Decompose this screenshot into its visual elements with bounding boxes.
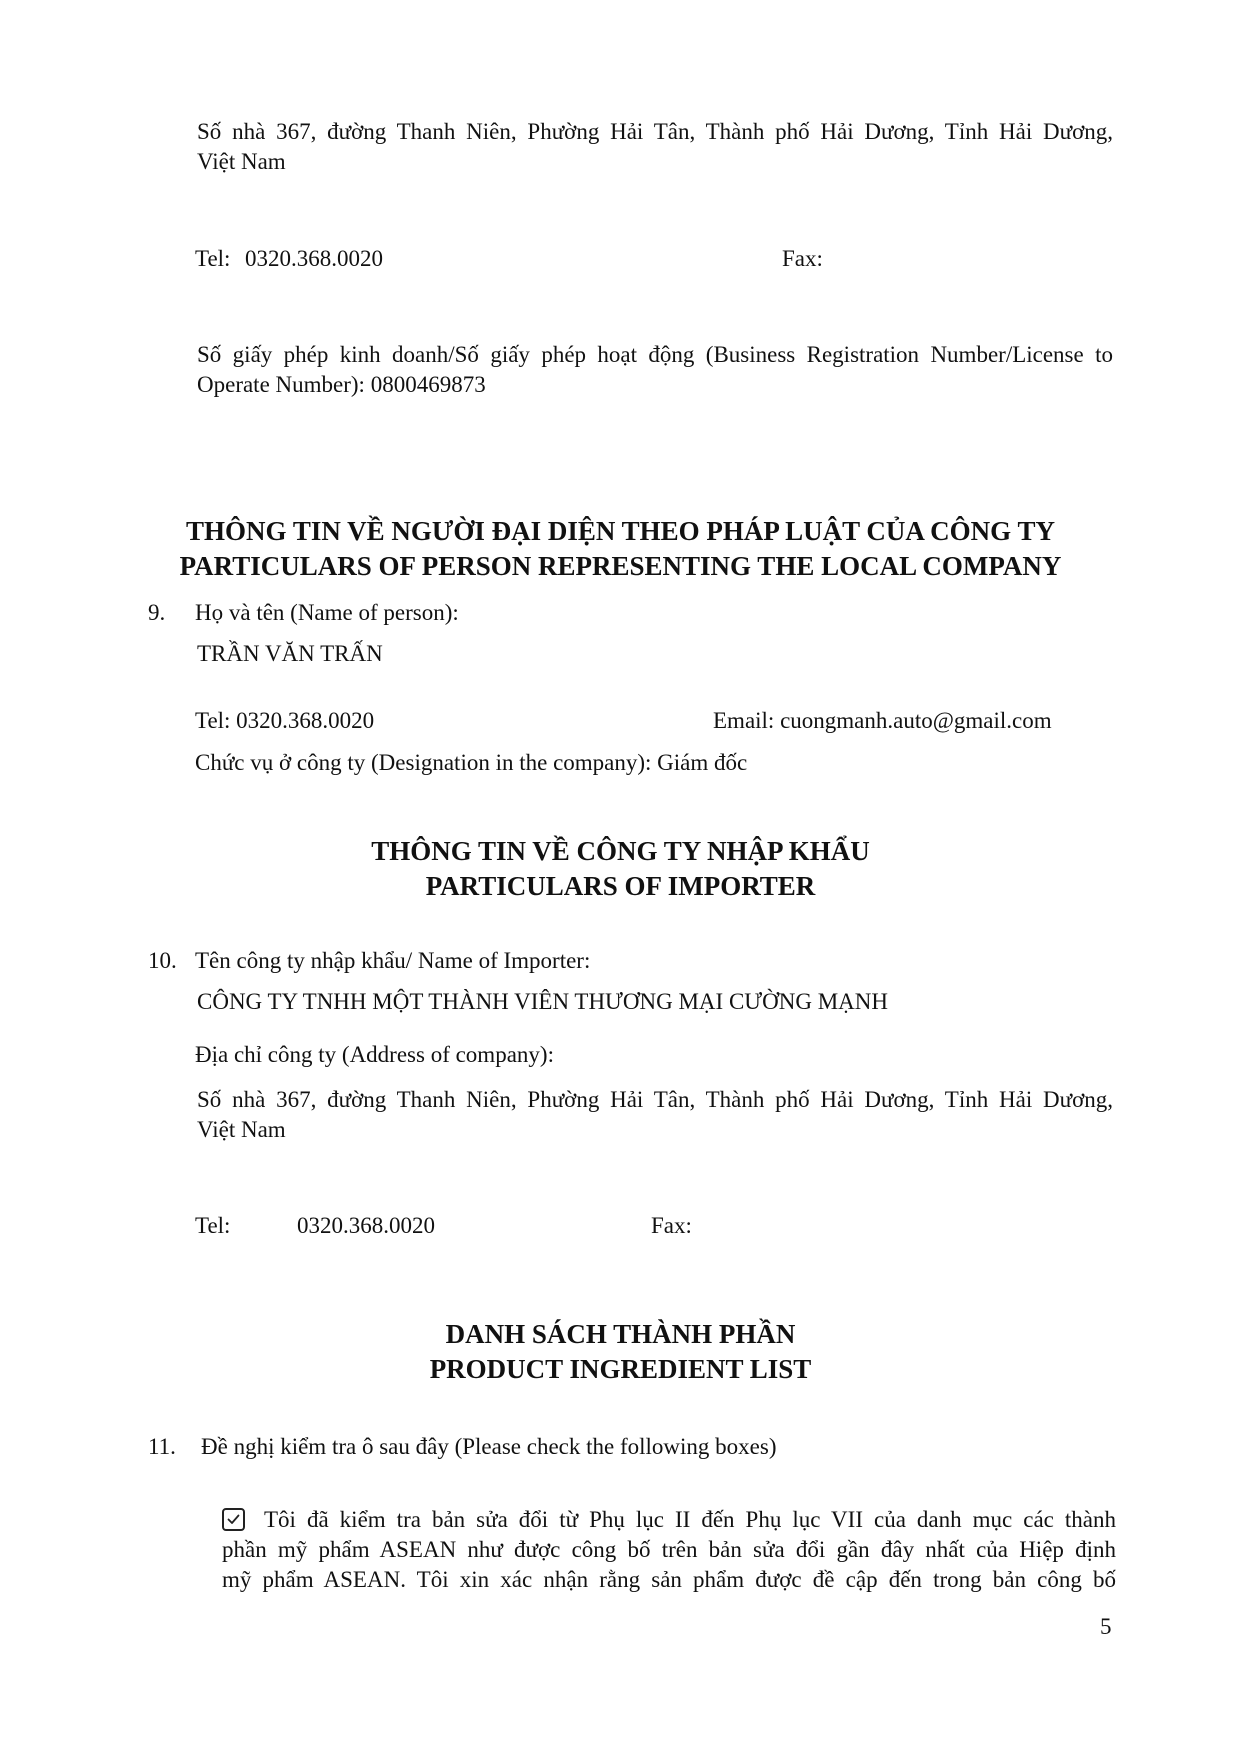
representative-heading-en: PARTICULARS OF PERSON REPRESENTING THE LOCAL COMPANY — [179, 551, 1062, 581]
checkbox-text-line1: Tôi đã kiểm tra bản sửa đổi từ Phụ lục II đến Phụ lục VII của danh mục các thành — [264, 1507, 1116, 1532]
representative-designation: Chức vụ ở công ty (Designation in the company): Giám đốc — [195, 750, 748, 775]
item-number-11: 11. — [148, 1434, 176, 1459]
importer-tel-value: 0320.368.0020 — [297, 1213, 435, 1238]
importer-name-label: Tên công ty nhập khẩu/ Name of Importer: — [195, 948, 591, 973]
ingredients-heading-en: PRODUCT INGREDIENT LIST — [429, 1354, 812, 1384]
company-tel-label: Tel: — [195, 246, 231, 271]
representative-heading-vi: THÔNG TIN VỀ NGƯỜI ĐẠI DIỆN THEO PHÁP LUẬT CỦA CÔNG TY — [186, 516, 1055, 546]
importer-address-label: Địa chỉ công ty (Address of company): — [195, 1042, 554, 1067]
importer-heading-en: PARTICULARS OF IMPORTER — [425, 871, 816, 901]
representative-name-value: TRẦN VĂN TRẤN — [197, 641, 383, 666]
importer-tel-label: Tel: — [195, 1213, 231, 1238]
importer-heading-vi: THÔNG TIN VỀ CÔNG TY NHẬP KHẨU — [371, 836, 870, 866]
page-number: 5 — [1100, 1614, 1112, 1639]
checkbox-text-line3: mỹ phẩm ASEAN. Tôi xin xác nhận rằng sản phẩm được đề cập đến trong bản công bố — [222, 1567, 1116, 1592]
item-number-9: 9. — [148, 600, 166, 625]
checkmark-icon — [226, 1512, 241, 1527]
ingredients-instruction: Đề nghị kiểm tra ô sau đây (Please check the following boxes) — [201, 1434, 777, 1459]
company-address-line2: Việt Nam — [197, 149, 286, 174]
importer-fax-label: Fax: — [651, 1213, 692, 1238]
representative-email: Email: cuongmanh.auto@gmail.com — [713, 708, 1052, 733]
item-number-10: 10. — [148, 948, 177, 973]
company-address-line1: Số nhà 367, đường Thanh Niên, Phường Hải Tân, Thành phố Hải Dương, Tỉnh Hải Dương, — [197, 119, 1113, 144]
business-license-line1: Số giấy phép kinh doanh/Số giấy phép hoạt động (Business Registration Number/License to — [197, 342, 1113, 367]
company-tel-value: 0320.368.0020 — [245, 246, 383, 271]
business-license-line2: Operate Number): 0800469873 — [197, 372, 486, 397]
asean-compliance-checkbox[interactable] — [222, 1508, 245, 1531]
representative-tel: Tel: 0320.368.0020 — [195, 708, 375, 733]
checkbox-text-line2: phần mỹ phẩm ASEAN như được công bố trên bản sửa đổi gần đây nhất của Hiệp định — [222, 1537, 1116, 1562]
representative-name-label: Họ và tên (Name of person): — [195, 600, 459, 625]
ingredients-heading-vi: DANH SÁCH THÀNH PHẦN — [445, 1319, 796, 1349]
importer-address-line1: Số nhà 367, đường Thanh Niên, Phường Hải Tân, Thành phố Hải Dương, Tỉnh Hải Dương, — [197, 1087, 1113, 1112]
importer-name-value: CÔNG TY TNHH MỘT THÀNH VIÊN THƯƠNG MẠI CƯỜNG MẠNH — [197, 989, 888, 1014]
company-fax-label: Fax: — [782, 246, 823, 271]
importer-address-line2: Việt Nam — [197, 1117, 286, 1142]
